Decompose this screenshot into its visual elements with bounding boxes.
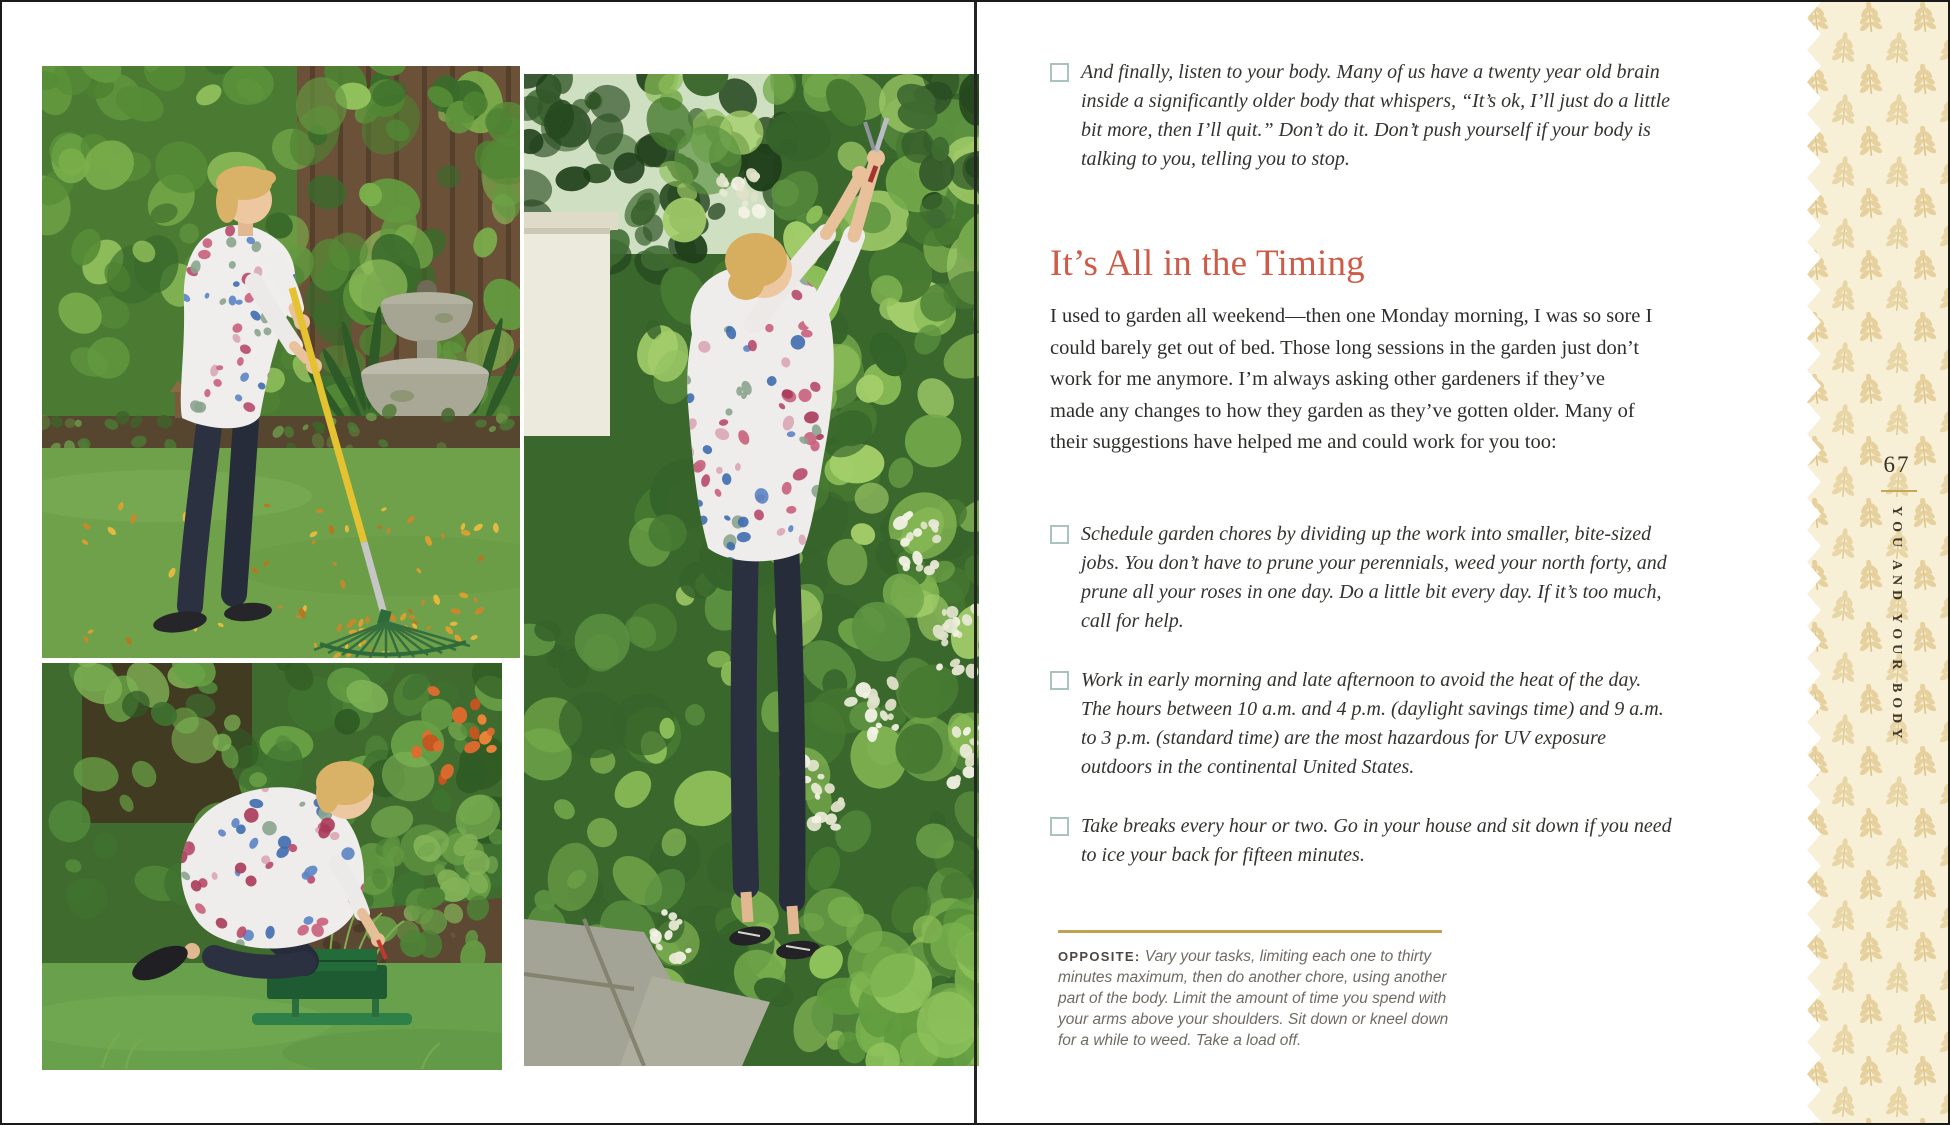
bullet-text: Work in early morning and late afternoon to avoid the heat of the day. The hours between 10 a.m. and 4 p.m. (daylight savings time) and 9 a.m. to 3 p.m. (standard time) are the most hazardous for UV exposure outdoors in the continental United States. <box>1081 669 1664 778</box>
checkbox-bullet-icon <box>1050 671 1069 690</box>
bullet-item-schedule-chores <box>1050 520 1673 636</box>
chapter-title-vertical: YOU AND YOUR BODY <box>1889 506 1904 744</box>
caption-text: Vary your tasks, limiting each one to thirty minutes maximum, then do another chore, using another part of the body. Limit the amount of time you spend with your arms above your shoulders. Sit down or kneel down for a while to weed. Take a load off. <box>1058 948 1449 1049</box>
bullet-text: Schedule garden chores by dividing up the work into smaller, bite-sized jobs. You don’t have to prune your perennials, weed your north forty, and prune all your roses in one day. Do a little bit every day. If it’s too much, call for help. <box>1081 523 1667 632</box>
caption-rule <box>1058 930 1442 933</box>
bullet-item-take-breaks <box>1050 812 1673 870</box>
opposite-caption <box>1058 946 1460 1051</box>
right-page <box>979 2 1803 1123</box>
page-number-rule <box>1881 490 1917 492</box>
photo-woman-kneeling <box>42 663 502 1070</box>
section-heading: It’s All in the Timing <box>1050 243 1365 284</box>
tips-bullet-list <box>1050 520 1673 870</box>
photo-woman-raking <box>42 66 520 658</box>
page-gutter <box>974 2 977 1123</box>
leaf-pattern-band <box>1807 2 1948 1123</box>
checkbox-bullet-icon <box>1050 525 1069 544</box>
checkbox-bullet-icon <box>1050 63 1069 82</box>
bullet-item-listen-to-body <box>1050 58 1673 174</box>
bullet-item-work-early <box>1050 666 1673 782</box>
photo-woman-pruning <box>524 74 1016 1066</box>
bullet-text: Take breaks every hour or two. Go in your house and sit down if you need to ice your back for fifteen minutes. <box>1081 815 1672 866</box>
caption-label: OPPOSITE: <box>1058 949 1141 964</box>
checkbox-bullet-icon <box>1050 817 1069 836</box>
page-number: 67 <box>1883 452 1911 477</box>
chapter-band <box>1803 2 1948 1123</box>
bullet-text: And finally, listen to your body. Many of us have a twenty year old brain inside a significantly older body that whispers, “It’s ok, I’ll just do a little bit more, then I’ll quit.” Don’t do it. Don’t push yourself if your body is talking to you, telling you to stop. <box>1081 61 1671 170</box>
white-wall <box>524 212 618 436</box>
intro-paragraph: I used to garden all weekend—then one Monday morning, I was so sore I could barely get out of bed. Those long sessions in the garden just don’t work for me anymore. I’m always asking other gardeners if they’ve made any changes to how they garden as they’ve gotten older. Many of their suggestions have helped me and could work for you too: <box>1050 305 1653 453</box>
